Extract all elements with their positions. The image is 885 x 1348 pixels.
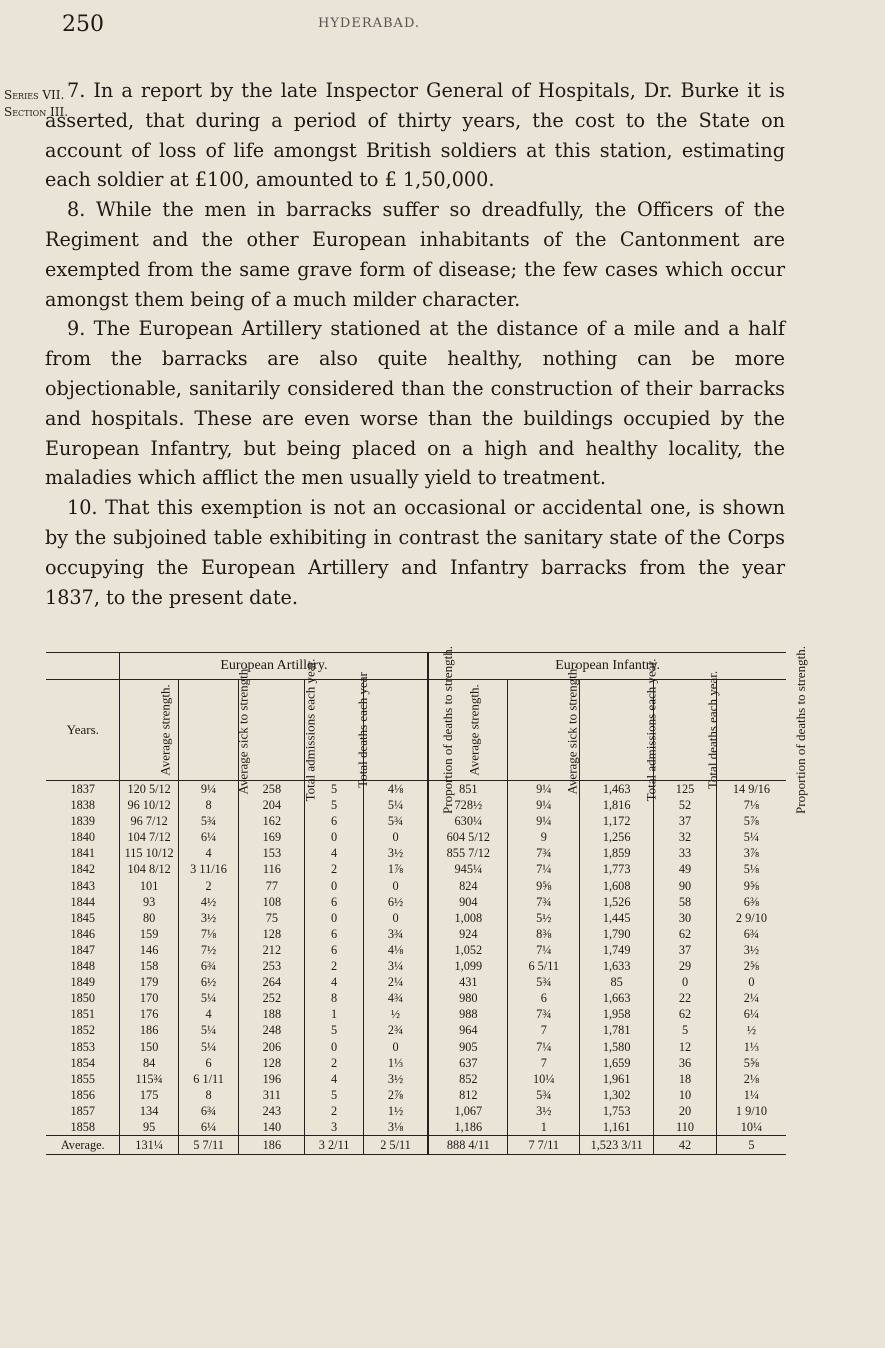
table-cell: 1,608 xyxy=(580,878,654,894)
table-row xyxy=(46,1087,786,1103)
table-cell: 1,302 xyxy=(580,1087,654,1103)
table-row xyxy=(46,942,786,958)
table-cell: 6 xyxy=(178,1055,239,1071)
table-cell: 179 xyxy=(120,974,178,990)
table-cell: 2 xyxy=(305,1055,363,1071)
table-row xyxy=(46,861,786,877)
table-cell: 6 xyxy=(305,942,363,958)
table-row xyxy=(46,1071,786,1087)
table-cell: 824 xyxy=(428,878,508,894)
table-cell: 2⅝ xyxy=(716,958,786,974)
table-cell: 5¾ xyxy=(363,813,428,829)
table-cell: 5 7/11 xyxy=(178,1136,239,1155)
table-cell: 4 xyxy=(178,845,239,861)
table-cell: 3 xyxy=(305,1119,363,1136)
table-cell: 5⅝ xyxy=(716,1055,786,1071)
table-cell: 6¾ xyxy=(178,1103,239,1119)
table-cell: 131¼ xyxy=(120,1136,178,1155)
year-cell: 1858 xyxy=(70,1119,96,1134)
table-cell: 9¼ xyxy=(508,781,580,798)
table-cell: 8 xyxy=(178,797,239,813)
table-cell: 6½ xyxy=(178,974,239,990)
table-cell: 7¼ xyxy=(508,942,580,958)
table-cell: 186 xyxy=(239,1136,305,1155)
margin-series: Series VII. xyxy=(4,88,65,102)
col-header: Total deaths each year xyxy=(355,672,371,788)
table-cell: 120 5/12 xyxy=(120,781,178,798)
table-row xyxy=(46,1055,786,1071)
table-cell: 158 xyxy=(120,958,178,974)
table-cell: 1,773 xyxy=(580,861,654,877)
table-cell: 9⅝ xyxy=(508,878,580,894)
table-cell: 6¾ xyxy=(178,958,239,974)
table-cell: 4 xyxy=(178,1006,239,1022)
table-cell: 49 xyxy=(654,861,717,877)
table-cell: 5 xyxy=(305,781,363,798)
table-cell: 10¼ xyxy=(508,1071,580,1087)
table-cell: 115¾ xyxy=(120,1071,178,1087)
table-cell: 85 xyxy=(580,974,654,990)
col-header: Proportion of deaths to strength. xyxy=(792,646,808,814)
table-cell: 1 xyxy=(508,1119,580,1136)
table-cell: 1⅓ xyxy=(716,1039,786,1055)
table-cell: 150 xyxy=(120,1039,178,1055)
table-cell: 964 xyxy=(428,1022,508,1038)
table-cell: 77 xyxy=(239,878,305,894)
table-cell: 988 xyxy=(428,1006,508,1022)
year-cell: 1845 xyxy=(70,910,96,925)
table-cell: 1,663 xyxy=(580,990,654,1006)
table-row xyxy=(46,797,786,813)
table-cell: 37 xyxy=(654,813,717,829)
table-cell: 8⅜ xyxy=(508,926,580,942)
table-cell: 264 xyxy=(239,974,305,990)
table-cell: 1,463 xyxy=(580,781,654,798)
table-cell: 196 xyxy=(239,1071,305,1087)
table-cell: 5 xyxy=(654,1022,717,1038)
table-cell: 1,580 xyxy=(580,1039,654,1055)
table-cell: 162 xyxy=(239,813,305,829)
col-years: Years. xyxy=(46,680,120,781)
table-cell: 12 xyxy=(654,1039,717,1055)
table-cell: 42 xyxy=(654,1136,717,1155)
table-cell: 1,859 xyxy=(580,845,654,861)
paragraph: 9. The European Artillery stationed at the distance of a mile and a half from the barracks are also quite healthy, nothing can be more objectionable, sanitarily considered than the construction of their barracks and hospitals. These are even worse than the buildings occupied by the European Infantry, but being placed on a high and healthy locality, the maladies which afflict the men usually yield to treatment. xyxy=(45,317,785,490)
table-row xyxy=(46,829,786,845)
table-cell: 18 xyxy=(654,1071,717,1087)
table-cell: 159 xyxy=(120,926,178,942)
table-cell: 5 xyxy=(716,1136,786,1155)
col-header: Average strength. xyxy=(467,684,483,776)
statistics-table xyxy=(46,646,808,1153)
table-cell: 5¾ xyxy=(508,974,580,990)
table-cell: 431 xyxy=(428,974,508,990)
running-head: HYDERABAD. xyxy=(318,16,421,31)
table-cell: 6½ xyxy=(363,894,428,910)
table-row xyxy=(46,1103,786,1119)
table-cell: 6¾ xyxy=(716,926,786,942)
table-cell: 1,753 xyxy=(580,1103,654,1119)
table-cell: 6¼ xyxy=(178,829,239,845)
table-cell: 888 4/11 xyxy=(428,1136,508,1155)
table-cell: 0 xyxy=(716,974,786,990)
table-cell: 258 xyxy=(239,781,305,798)
table-cell: 3 2/11 xyxy=(305,1136,363,1155)
body-text xyxy=(45,76,785,612)
average-label: Average. xyxy=(46,1136,120,1155)
table-cell: 7 xyxy=(508,1055,580,1071)
table-cell: 2¼ xyxy=(716,990,786,1006)
table-cell: 0 xyxy=(363,910,428,926)
table-cell: 7⅛ xyxy=(178,926,239,942)
table-cell: 36 xyxy=(654,1055,717,1071)
table-cell: 128 xyxy=(239,926,305,942)
table-row xyxy=(46,813,786,829)
table-cell: 3 11/16 xyxy=(178,861,239,877)
table-cell: 169 xyxy=(239,829,305,845)
table-cell: 93 xyxy=(120,894,178,910)
table-cell: 2 xyxy=(178,878,239,894)
table-cell: 7¼ xyxy=(508,1039,580,1055)
year-cell: 1856 xyxy=(70,1087,96,1102)
table-cell: 1,633 xyxy=(580,958,654,974)
year-cell: 1849 xyxy=(70,975,96,990)
table-cell: 175 xyxy=(120,1087,178,1103)
table-cell: 924 xyxy=(428,926,508,942)
year-cell: 1846 xyxy=(70,926,96,941)
col-header: Average sick to strength. xyxy=(235,665,251,795)
table-cell: 2⅛ xyxy=(716,1071,786,1087)
table-cell: 4⅛ xyxy=(363,781,428,798)
table-row xyxy=(46,878,786,894)
table-cell: 1,008 xyxy=(428,910,508,926)
table-cell: 1,958 xyxy=(580,1006,654,1022)
table-cell: 134 xyxy=(120,1103,178,1119)
table-cell: 10¼ xyxy=(716,1119,786,1136)
table-cell: 1,256 xyxy=(580,829,654,845)
table-cell: 1 xyxy=(305,1006,363,1022)
table-cell: 176 xyxy=(120,1006,178,1022)
table-cell: 248 xyxy=(239,1022,305,1038)
table-cell: 22 xyxy=(654,990,717,1006)
table-cell: 1,781 xyxy=(580,1022,654,1038)
table-cell: 3⅛ xyxy=(363,1119,428,1136)
table-cell: 0 xyxy=(363,878,428,894)
table-cell: 1,161 xyxy=(580,1119,654,1136)
table-cell: 4⅛ xyxy=(363,942,428,958)
table-cell: 8 xyxy=(178,1087,239,1103)
table-cell: 96 10/12 xyxy=(120,797,178,813)
table-cell: 9¼ xyxy=(508,797,580,813)
table-cell: 2 9/10 xyxy=(716,910,786,926)
year-cell: 1842 xyxy=(70,862,96,877)
table-cell: 110 xyxy=(654,1119,717,1136)
table-cell: 3½ xyxy=(363,1071,428,1087)
table-cell: ½ xyxy=(716,1022,786,1038)
table-cell: 62 xyxy=(654,1006,717,1022)
table-row xyxy=(46,1039,786,1055)
table-cell: 2 xyxy=(305,861,363,877)
table-cell: 3¼ xyxy=(363,958,428,974)
table-cell: 95 xyxy=(120,1119,178,1136)
table-row xyxy=(46,926,786,942)
table-cell: 855 7/12 xyxy=(428,845,508,861)
table-cell: 3¾ xyxy=(363,926,428,942)
col-header: Average strength. xyxy=(158,684,174,776)
table-cell: 0 xyxy=(305,910,363,926)
margin-section: Section III. xyxy=(4,105,69,119)
table-cell: 1,816 xyxy=(580,797,654,813)
table-cell: 5 xyxy=(305,797,363,813)
table-cell: 0 xyxy=(305,878,363,894)
table-cell: 5 xyxy=(305,1022,363,1038)
table-cell: 1,790 xyxy=(580,926,654,942)
table-cell: 0 xyxy=(363,829,428,845)
table-cell: 37 xyxy=(654,942,717,958)
table-cell: 604 5/12 xyxy=(428,829,508,845)
col-header: Total admissions each year. xyxy=(302,658,318,802)
table-cell: 108 xyxy=(239,894,305,910)
year-cell: 1854 xyxy=(70,1055,96,1070)
table-cell: 1,052 xyxy=(428,942,508,958)
table-cell: 5¼ xyxy=(716,829,786,845)
table-cell: 3½ xyxy=(716,942,786,958)
table-cell: 7¾ xyxy=(508,894,580,910)
table-cell: 2 xyxy=(305,958,363,974)
table-cell: 29 xyxy=(654,958,717,974)
table-cell: 170 xyxy=(120,990,178,1006)
table-cell: 5¼ xyxy=(178,990,239,1006)
table-cell: 3½ xyxy=(178,910,239,926)
table-cell: 90 xyxy=(654,878,717,894)
table-cell: 5¾ xyxy=(178,813,239,829)
year-cell: 1848 xyxy=(70,959,96,974)
group-artillery: European Artillery. xyxy=(120,653,428,680)
table-cell: 243 xyxy=(239,1103,305,1119)
table-cell: 0 xyxy=(363,1039,428,1055)
table-cell: 5¾ xyxy=(508,1087,580,1103)
table-cell: 2 5/11 xyxy=(363,1136,428,1155)
table-cell: 1,172 xyxy=(580,813,654,829)
table-cell: 7 7/11 xyxy=(508,1136,580,1155)
table-cell: 140 xyxy=(239,1119,305,1136)
year-cell: 1855 xyxy=(70,1071,96,1086)
table-cell: 0 xyxy=(654,974,717,990)
paragraph: 10. That this exemption is not an occasional or accidental one, is shown by the subjoined table exhibiting in contrast the sanitary state of the Corps occupying the European Artillery and Infantry barracks from the year 1837, to the present date. xyxy=(45,496,785,609)
table-cell: 1½ xyxy=(363,1103,428,1119)
table-cell: 32 xyxy=(654,829,717,845)
table-cell: 101 xyxy=(120,878,178,894)
table-cell: 128 xyxy=(239,1055,305,1071)
table-cell: 7 xyxy=(508,1022,580,1038)
table-cell: 204 xyxy=(239,797,305,813)
table-cell: 0 xyxy=(305,1039,363,1055)
year-cell: 1839 xyxy=(70,814,96,829)
table-cell: ½ xyxy=(363,1006,428,1022)
table-cell: 5¼ xyxy=(178,1022,239,1038)
table-cell: 852 xyxy=(428,1071,508,1087)
table-row xyxy=(46,910,786,926)
table-cell: 1,749 xyxy=(580,942,654,958)
year-cell: 1844 xyxy=(70,894,96,909)
table-cell: 6 1/11 xyxy=(178,1071,239,1087)
table-row xyxy=(46,990,786,1006)
table-cell: 5 xyxy=(305,1087,363,1103)
table-cell: 904 xyxy=(428,894,508,910)
table-cell: 9⅝ xyxy=(716,878,786,894)
table-cell: 1,523 3/11 xyxy=(580,1136,654,1155)
table-cell: 33 xyxy=(654,845,717,861)
table-cell: 186 xyxy=(120,1022,178,1038)
table-cell: 1,186 xyxy=(428,1119,508,1136)
table-cell: 2⅞ xyxy=(363,1087,428,1103)
year-cell: 1838 xyxy=(70,798,96,813)
table-cell: 4½ xyxy=(178,894,239,910)
table-cell: 58 xyxy=(654,894,717,910)
table-cell: 6 xyxy=(508,990,580,1006)
table-cell: 7¼ xyxy=(508,861,580,877)
table-cell: 9¼ xyxy=(508,813,580,829)
table-cell: 812 xyxy=(428,1087,508,1103)
table-cell: 253 xyxy=(239,958,305,974)
table-cell: 6 5/11 xyxy=(508,958,580,974)
table-cell: 5⅛ xyxy=(716,861,786,877)
table-cell: 153 xyxy=(239,845,305,861)
table-cell: 5¼ xyxy=(178,1039,239,1055)
table-cell: 1,067 xyxy=(428,1103,508,1119)
year-cell: 1847 xyxy=(70,942,96,957)
table-cell: 2¾ xyxy=(363,1022,428,1038)
table-cell: 7½ xyxy=(178,942,239,958)
average-row xyxy=(46,1136,786,1155)
table-cell: 7⅛ xyxy=(716,797,786,813)
table-cell: 1,526 xyxy=(580,894,654,910)
table-cell: 851 xyxy=(428,781,508,798)
table-cell: 905 xyxy=(428,1039,508,1055)
table-cell: 1⅓ xyxy=(363,1055,428,1071)
year-cell: 1841 xyxy=(70,846,96,861)
table-cell: 14 9/16 xyxy=(716,781,786,798)
table-cell: 6⅜ xyxy=(716,894,786,910)
table-cell: 637 xyxy=(428,1055,508,1071)
table-cell: 104 8/12 xyxy=(120,861,178,877)
table-cell: 52 xyxy=(654,797,717,813)
table-cell: 4 xyxy=(305,1071,363,1087)
table-cell: 10 xyxy=(654,1087,717,1103)
table-cell: 8 xyxy=(305,990,363,1006)
col-header: Average sick to strength. xyxy=(564,665,580,795)
col-header: Total admissions each year. xyxy=(643,658,659,802)
table-cell: 7¾ xyxy=(508,1006,580,1022)
table-row xyxy=(46,974,786,990)
year-cell: 1851 xyxy=(70,1007,96,1022)
table-cell: 1¼ xyxy=(716,1087,786,1103)
table-cell: 1,961 xyxy=(580,1071,654,1087)
table-cell: 728½ xyxy=(428,797,508,813)
table-cell: 1,445 xyxy=(580,910,654,926)
year-cell: 1853 xyxy=(70,1039,96,1054)
table-cell: 6 xyxy=(305,926,363,942)
table-cell: 252 xyxy=(239,990,305,1006)
table-row xyxy=(46,1119,786,1136)
table-cell: 30 xyxy=(654,910,717,926)
table-cell: 3⅞ xyxy=(716,845,786,861)
table-cell: 75 xyxy=(239,910,305,926)
table-cell: 630¼ xyxy=(428,813,508,829)
year-cell: 1852 xyxy=(70,1023,96,1038)
table-cell: 20 xyxy=(654,1103,717,1119)
table-cell: 1,659 xyxy=(580,1055,654,1071)
paragraph: 7. In a report by the late Inspector General of Hospitals, Dr. Burke it is asserted, that during a period of thirty years, the cost to the State on account of loss of life amongst British soldiers at this station, estimating each soldier at £100, amounted to £ 1,50,000. xyxy=(45,79,785,192)
table-cell: 3½ xyxy=(363,845,428,861)
table-row xyxy=(46,894,786,910)
year-cell: 1850 xyxy=(70,991,96,1006)
table-cell: 1 9/10 xyxy=(716,1103,786,1119)
table-cell: 9 xyxy=(508,829,580,845)
table-cell: 6 xyxy=(305,894,363,910)
group-infantry: European Infantry. xyxy=(428,653,786,680)
table-row xyxy=(46,1006,786,1022)
col-header: Total deaths each year. xyxy=(705,670,721,790)
table-cell: 206 xyxy=(239,1039,305,1055)
table-row xyxy=(46,1022,786,1038)
table-cell: 7¾ xyxy=(508,845,580,861)
year-cell: 1843 xyxy=(70,878,96,893)
table-cell: 6¼ xyxy=(716,1006,786,1022)
table-cell: 212 xyxy=(239,942,305,958)
table-row xyxy=(46,781,786,798)
table-cell: 80 xyxy=(120,910,178,926)
paragraph: 8. While the men in barracks suffer so dreadfully, the Officers of the Regiment and the other European inhabitants of the Cantonment are exempted from the same grave form of disease; the few cases which occur amongst them being of a much milder character. xyxy=(45,198,785,311)
page-number: 250 xyxy=(62,12,104,37)
table-cell: 1⅞ xyxy=(363,861,428,877)
table-cell: 4¾ xyxy=(363,990,428,1006)
table-cell: 146 xyxy=(120,942,178,958)
table-cell: 5½ xyxy=(508,910,580,926)
table-cell: 84 xyxy=(120,1055,178,1071)
table-cell: 5¼ xyxy=(363,797,428,813)
table-row xyxy=(46,958,786,974)
table-cell: 104 7/12 xyxy=(120,829,178,845)
table-cell: 311 xyxy=(239,1087,305,1103)
year-cell: 1840 xyxy=(70,830,96,845)
col-header: Proportion of deaths to strength. xyxy=(439,646,455,814)
year-cell: 1857 xyxy=(70,1103,96,1118)
table-cell: 9¼ xyxy=(178,781,239,798)
table-cell: 5⅞ xyxy=(716,813,786,829)
table-cell: 945¼ xyxy=(428,861,508,877)
table-cell: 1,099 xyxy=(428,958,508,974)
table-cell: 4 xyxy=(305,845,363,861)
table-cell: 6 xyxy=(305,813,363,829)
table-cell: 980 xyxy=(428,990,508,1006)
table-cell: 6¼ xyxy=(178,1119,239,1136)
table-cell: 0 xyxy=(305,829,363,845)
table-cell: 4 xyxy=(305,974,363,990)
year-cell: 1837 xyxy=(70,782,96,796)
table-cell: 62 xyxy=(654,926,717,942)
table-row xyxy=(46,845,786,861)
table-cell: 125 xyxy=(654,781,717,798)
table-cell: 96 7/12 xyxy=(120,813,178,829)
table-cell: 188 xyxy=(239,1006,305,1022)
table-cell: 116 xyxy=(239,861,305,877)
table-cell: 2 xyxy=(305,1103,363,1119)
table-cell: 115 10/12 xyxy=(120,845,178,861)
table-cell: 3½ xyxy=(508,1103,580,1119)
table-cell: 2¼ xyxy=(363,974,428,990)
